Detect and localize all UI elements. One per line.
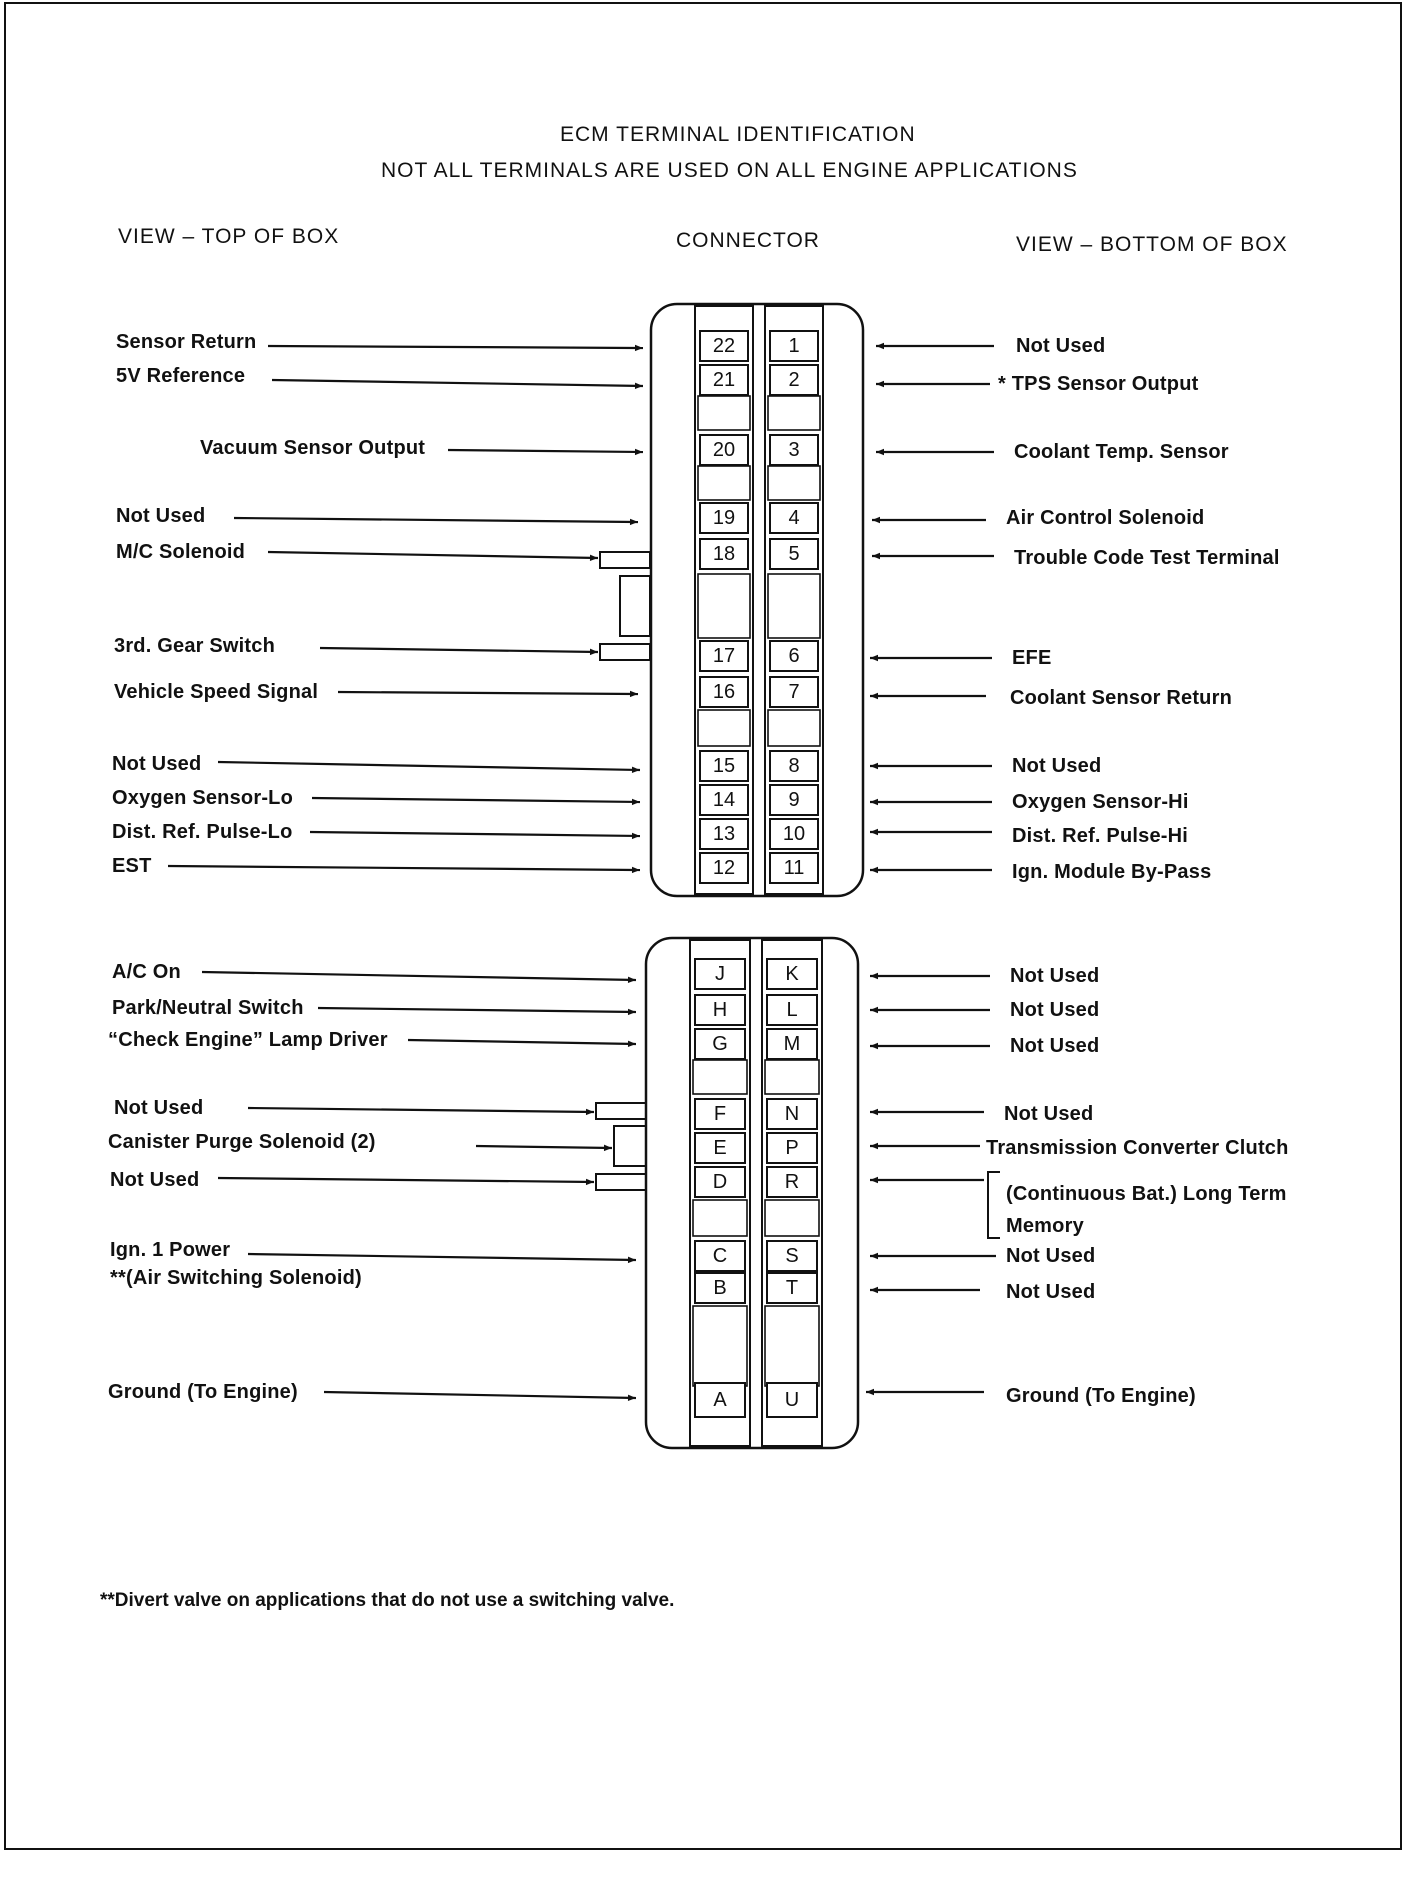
terminal-22: 22 <box>699 330 749 362</box>
arrow-vacuum-sensor-output <box>448 450 643 452</box>
terminal-r: R <box>766 1166 818 1198</box>
terminal-j: J <box>694 958 746 990</box>
terminal-b: B <box>694 1272 746 1304</box>
label-not-used-15: Not Used <box>112 753 202 775</box>
label-not-used-1: Not Used <box>1016 335 1106 357</box>
arrow-not-used-d <box>218 1178 594 1182</box>
terminal-11: 11 <box>769 852 819 884</box>
arrow-ac-on <box>202 972 636 980</box>
terminal-16: 16 <box>699 676 749 708</box>
terminal-s: S <box>766 1240 818 1272</box>
label-not-used-m: Not Used <box>1010 1035 1100 1057</box>
terminal-u: U <box>766 1382 818 1418</box>
label-air-control-solenoid: Air Control Solenoid <box>1006 507 1205 529</box>
terminal-14: 14 <box>699 784 749 816</box>
label-efe: EFE <box>1012 647 1052 669</box>
terminal-2: 2 <box>769 364 819 396</box>
label-mc-solenoid: M/C Solenoid <box>116 541 246 563</box>
arrow-ground-left <box>324 1392 636 1398</box>
terminal-1: 1 <box>769 330 819 362</box>
arrow-mc-solenoid <box>268 552 598 558</box>
label-not-used-d: Not Used <box>110 1169 200 1191</box>
terminal-l: L <box>766 994 818 1026</box>
label-dist-ref-pulse-hi: Dist. Ref. Pulse-Hi <box>1012 825 1189 847</box>
arrow-ign-1-power <box>248 1254 636 1260</box>
header-top-of-box: VIEW – TOP OF BOX <box>118 225 340 248</box>
label-dist-ref-pulse-lo: Dist. Ref. Pulse-Lo <box>112 821 293 843</box>
terminal-h: H <box>694 994 746 1026</box>
label-not-used-s: Not Used <box>1006 1245 1096 1267</box>
terminal-21: 21 <box>699 364 749 396</box>
arrow-5v-reference <box>272 380 643 386</box>
label-not-used-n: Not Used <box>1004 1103 1094 1125</box>
terminal-15: 15 <box>699 750 749 782</box>
label-not-used-k: Not Used <box>1010 965 1100 987</box>
label-continuous-bat-long-term: (Continuous Bat.) Long Term <box>1006 1183 1287 1205</box>
terminal-18: 18 <box>699 538 749 570</box>
terminal-m: M <box>766 1028 818 1060</box>
label-coolant-sensor-return: Coolant Sensor Return <box>1010 687 1232 709</box>
title-line-1: ECM TERMINAL IDENTIFICATION <box>560 123 916 146</box>
title-line-2: NOT ALL TERMINALS ARE USED ON ALL ENGINE APPLICATIONS <box>381 159 1078 182</box>
terminal-a: A <box>694 1382 746 1418</box>
terminal-n: N <box>766 1098 818 1130</box>
arrow-check-engine-lamp <box>408 1040 636 1044</box>
arrow-est <box>168 866 640 870</box>
upper-right-arrows <box>870 346 994 870</box>
terminal-4: 4 <box>769 502 819 534</box>
terminal-12: 12 <box>699 852 749 884</box>
terminal-5: 5 <box>769 538 819 570</box>
arrow-vehicle-speed-signal <box>338 692 638 694</box>
label-not-used-8: Not Used <box>1012 755 1102 777</box>
terminal-17: 17 <box>699 640 749 672</box>
label-ground-left: Ground (To Engine) <box>108 1381 298 1403</box>
arrow-not-used-15 <box>218 762 640 770</box>
arrow-canister-purge <box>476 1146 612 1148</box>
terminal-3: 3 <box>769 434 819 466</box>
arrow-oxygen-sensor-lo <box>312 798 640 802</box>
label-ground-right: Ground (To Engine) <box>1006 1385 1196 1407</box>
label-ac-on: A/C On <box>112 961 181 983</box>
label-3rd-gear-switch: 3rd. Gear Switch <box>114 635 276 657</box>
label-memory: Memory <box>1006 1215 1084 1237</box>
label-trouble-code-test-terminal: Trouble Code Test Terminal <box>1014 547 1280 569</box>
label-coolant-temp-sensor: Coolant Temp. Sensor <box>1014 441 1229 463</box>
arrow-not-used-19 <box>234 518 638 522</box>
label-vacuum-sensor-output: Vacuum Sensor Output <box>200 437 426 459</box>
terminal-k: K <box>766 958 818 990</box>
label-not-used-f: Not Used <box>114 1097 204 1119</box>
label-tps-sensor-output: * TPS Sensor Output <box>998 373 1199 395</box>
label-vehicle-speed-signal: Vehicle Speed Signal <box>114 681 319 703</box>
label-5v-reference: 5V Reference <box>116 365 246 387</box>
label-check-engine-lamp-driver: “Check Engine” Lamp Driver <box>108 1029 388 1051</box>
terminal-6: 6 <box>769 640 819 672</box>
terminal-9: 9 <box>769 784 819 816</box>
arrow-3rd-gear-switch <box>320 648 598 652</box>
label-est: EST <box>112 855 152 877</box>
terminal-10: 10 <box>769 818 819 850</box>
label-canister-purge-solenoid: Canister Purge Solenoid (2) <box>108 1131 376 1153</box>
terminal-g: G <box>694 1028 746 1060</box>
label-ign-module-bypass: Ign. Module By-Pass <box>1012 861 1212 883</box>
arrow-sensor-return <box>268 346 643 348</box>
header-bottom-of-box: VIEW – BOTTOM OF BOX <box>1016 233 1288 256</box>
memory-bracket <box>988 1172 1000 1238</box>
arrow-not-used-f <box>248 1108 594 1112</box>
label-transmission-converter-clutch: Transmission Converter Clutch <box>986 1137 1289 1159</box>
terminal-p: P <box>766 1132 818 1164</box>
terminal-13: 13 <box>699 818 749 850</box>
terminal-7: 7 <box>769 676 819 708</box>
label-not-used-t: Not Used <box>1006 1281 1096 1303</box>
terminal-t: T <box>766 1272 818 1304</box>
label-not-used-l: Not Used <box>1010 999 1100 1021</box>
label-air-switching-solenoid: **(Air Switching Solenoid) <box>110 1267 362 1289</box>
terminal-f: F <box>694 1098 746 1130</box>
header-connector: CONNECTOR <box>676 229 820 252</box>
label-park-neutral-switch: Park/Neutral Switch <box>112 997 304 1019</box>
arrow-dist-ref-pulse-lo <box>310 832 640 836</box>
terminal-8: 8 <box>769 750 819 782</box>
terminal-d: D <box>694 1166 746 1198</box>
lower-right-arrows <box>866 976 1000 1392</box>
label-ign-1-power: Ign. 1 Power <box>110 1239 231 1261</box>
label-sensor-return: Sensor Return <box>116 331 257 353</box>
label-not-used-19: Not Used <box>116 505 206 527</box>
terminal-c: C <box>694 1240 746 1272</box>
terminal-e: E <box>694 1132 746 1164</box>
label-oxygen-sensor-lo: Oxygen Sensor-Lo <box>112 787 294 809</box>
terminal-20: 20 <box>699 434 749 466</box>
label-oxygen-sensor-hi: Oxygen Sensor-Hi <box>1012 791 1189 813</box>
footnote: **Divert valve on applications that do not use a switching valve. <box>100 1590 675 1611</box>
arrow-park-neutral-switch <box>318 1008 636 1012</box>
terminal-19: 19 <box>699 502 749 534</box>
